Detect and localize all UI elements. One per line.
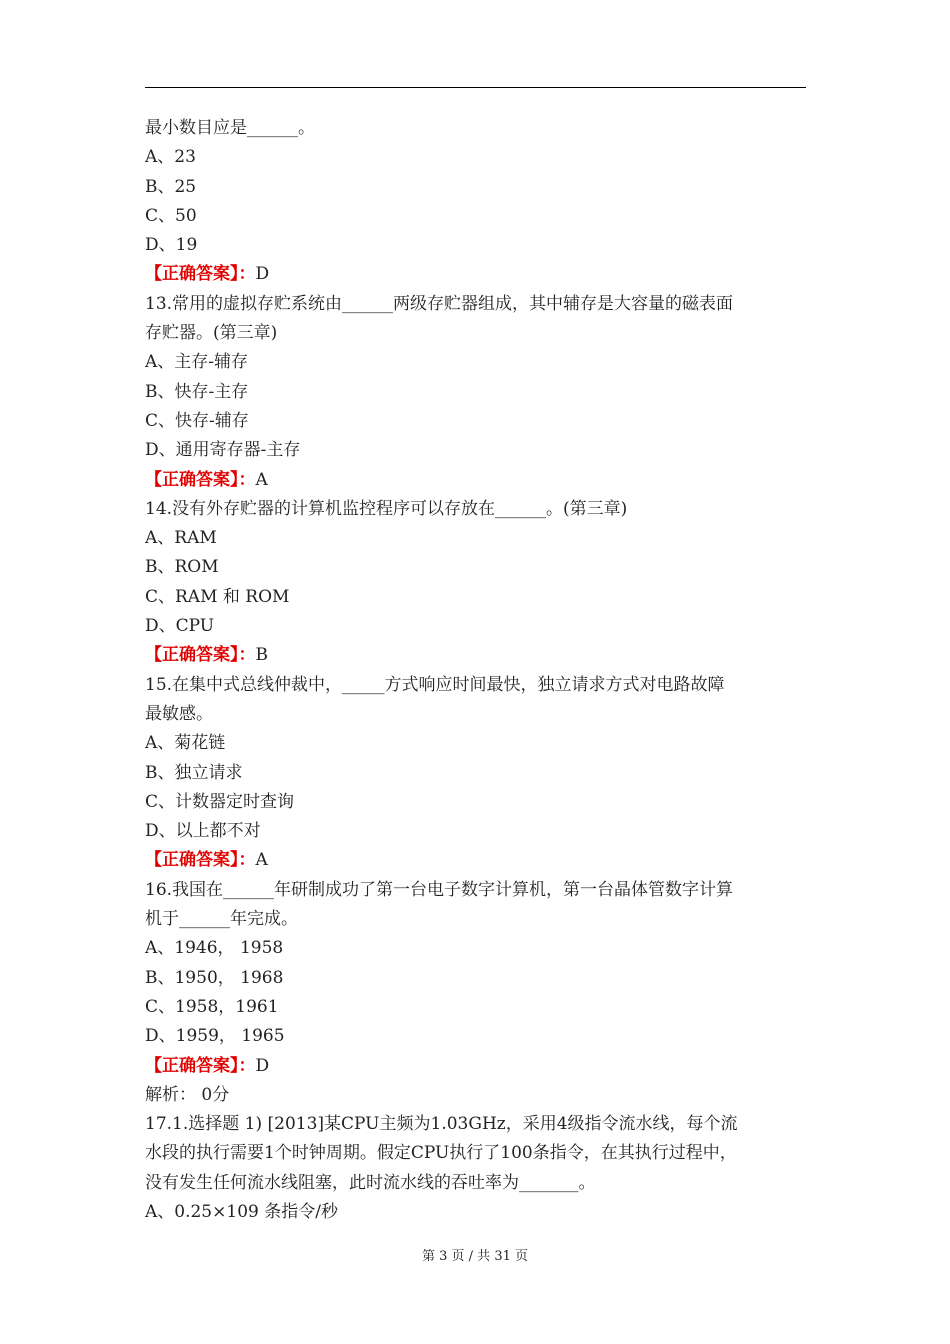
answer-value: D	[255, 1055, 270, 1076]
answer-label: 【正确答案】：	[145, 850, 256, 871]
question-13-cont: 存贮器。(第三章)	[145, 323, 278, 344]
correct-answer	[145, 466, 807, 495]
option-b: B、ROM	[145, 557, 219, 578]
option-b: B、独立请求	[145, 762, 243, 783]
answer-value: D	[255, 264, 270, 285]
option-d: D、1959， 1965	[145, 1026, 285, 1047]
option-a: A、1946， 1958	[145, 938, 284, 959]
answer-label: 【正确答案】：	[145, 1055, 256, 1076]
question-14: 14.没有外存贮器的计算机监控程序可以存放在______。(第三章)	[145, 498, 628, 519]
correct-answer	[145, 260, 807, 289]
option-d: D、19	[145, 235, 198, 256]
option-d: D、通用寄存器-主存	[145, 440, 301, 461]
option-a: A、主存-辅存	[145, 352, 249, 373]
analysis-text: 解析： 0分	[145, 1084, 230, 1105]
question-text: 最小数目应是______。	[145, 118, 315, 138]
answer-label: 【正确答案】：	[145, 645, 256, 666]
option-a: A、菊花链	[145, 733, 226, 754]
option-c: C、RAM 和 ROM	[145, 586, 290, 607]
answer-value: A	[255, 469, 268, 490]
answer-label: 【正确答案】：	[145, 469, 256, 490]
question-16: 16.我国在______年研制成功了第一台电子数字计算机，第一台晶体管数字计算	[145, 879, 734, 900]
page-content	[145, 114, 807, 1227]
question-15-cont: 最敏感。	[145, 703, 213, 724]
correct-answer	[145, 1052, 807, 1081]
correct-answer	[145, 846, 807, 875]
option-b: B、25	[145, 176, 197, 197]
option-c: C、1958，1961	[145, 996, 279, 1017]
option-d: D、CPU	[145, 616, 215, 637]
option-b: B、快存-主存	[145, 381, 249, 402]
option-d: D、以上都不对	[145, 821, 261, 842]
option-a: A、RAM	[145, 528, 217, 549]
question-17-cont: 没有发生任何流水线阻塞，此时流水线的吞吐率为_______。	[145, 1172, 596, 1193]
question-16-cont: 机于______年完成。	[145, 909, 298, 930]
option-a: A、0.25×109 条指令/秒	[145, 1201, 338, 1222]
question-17: 17.1.选择题 1) [2013]某CPU主频为1.03GHz，采用4级指令流水线，每个流	[145, 1114, 738, 1135]
question-17-cont: 水段的执行需要1个时钟周期。假定CPU执行了100条指令，在其执行过程中，	[145, 1143, 737, 1164]
correct-answer	[145, 641, 807, 670]
option-c: C、50	[145, 205, 197, 226]
question-13: 13.常用的虚拟存贮系统由______两级存贮器组成，其中辅存是大容量的磁表面	[145, 293, 734, 314]
answer-label: 【正确答案】：	[145, 264, 256, 285]
option-c: C、计数器定时查询	[145, 791, 295, 812]
page-footer: 第 3 页 / 共 31 页	[422, 1249, 528, 1264]
header-rule	[145, 87, 806, 88]
answer-value: B	[255, 645, 268, 666]
question-15: 15.在集中式总线仲裁中，_____方式响应时间最快，独立请求方式对电路故障	[145, 674, 725, 695]
answer-value: A	[255, 850, 268, 871]
option-c: C、快存-辅存	[145, 410, 249, 431]
option-b: B、1950， 1968	[145, 967, 284, 988]
option-a: A、23	[145, 147, 196, 168]
